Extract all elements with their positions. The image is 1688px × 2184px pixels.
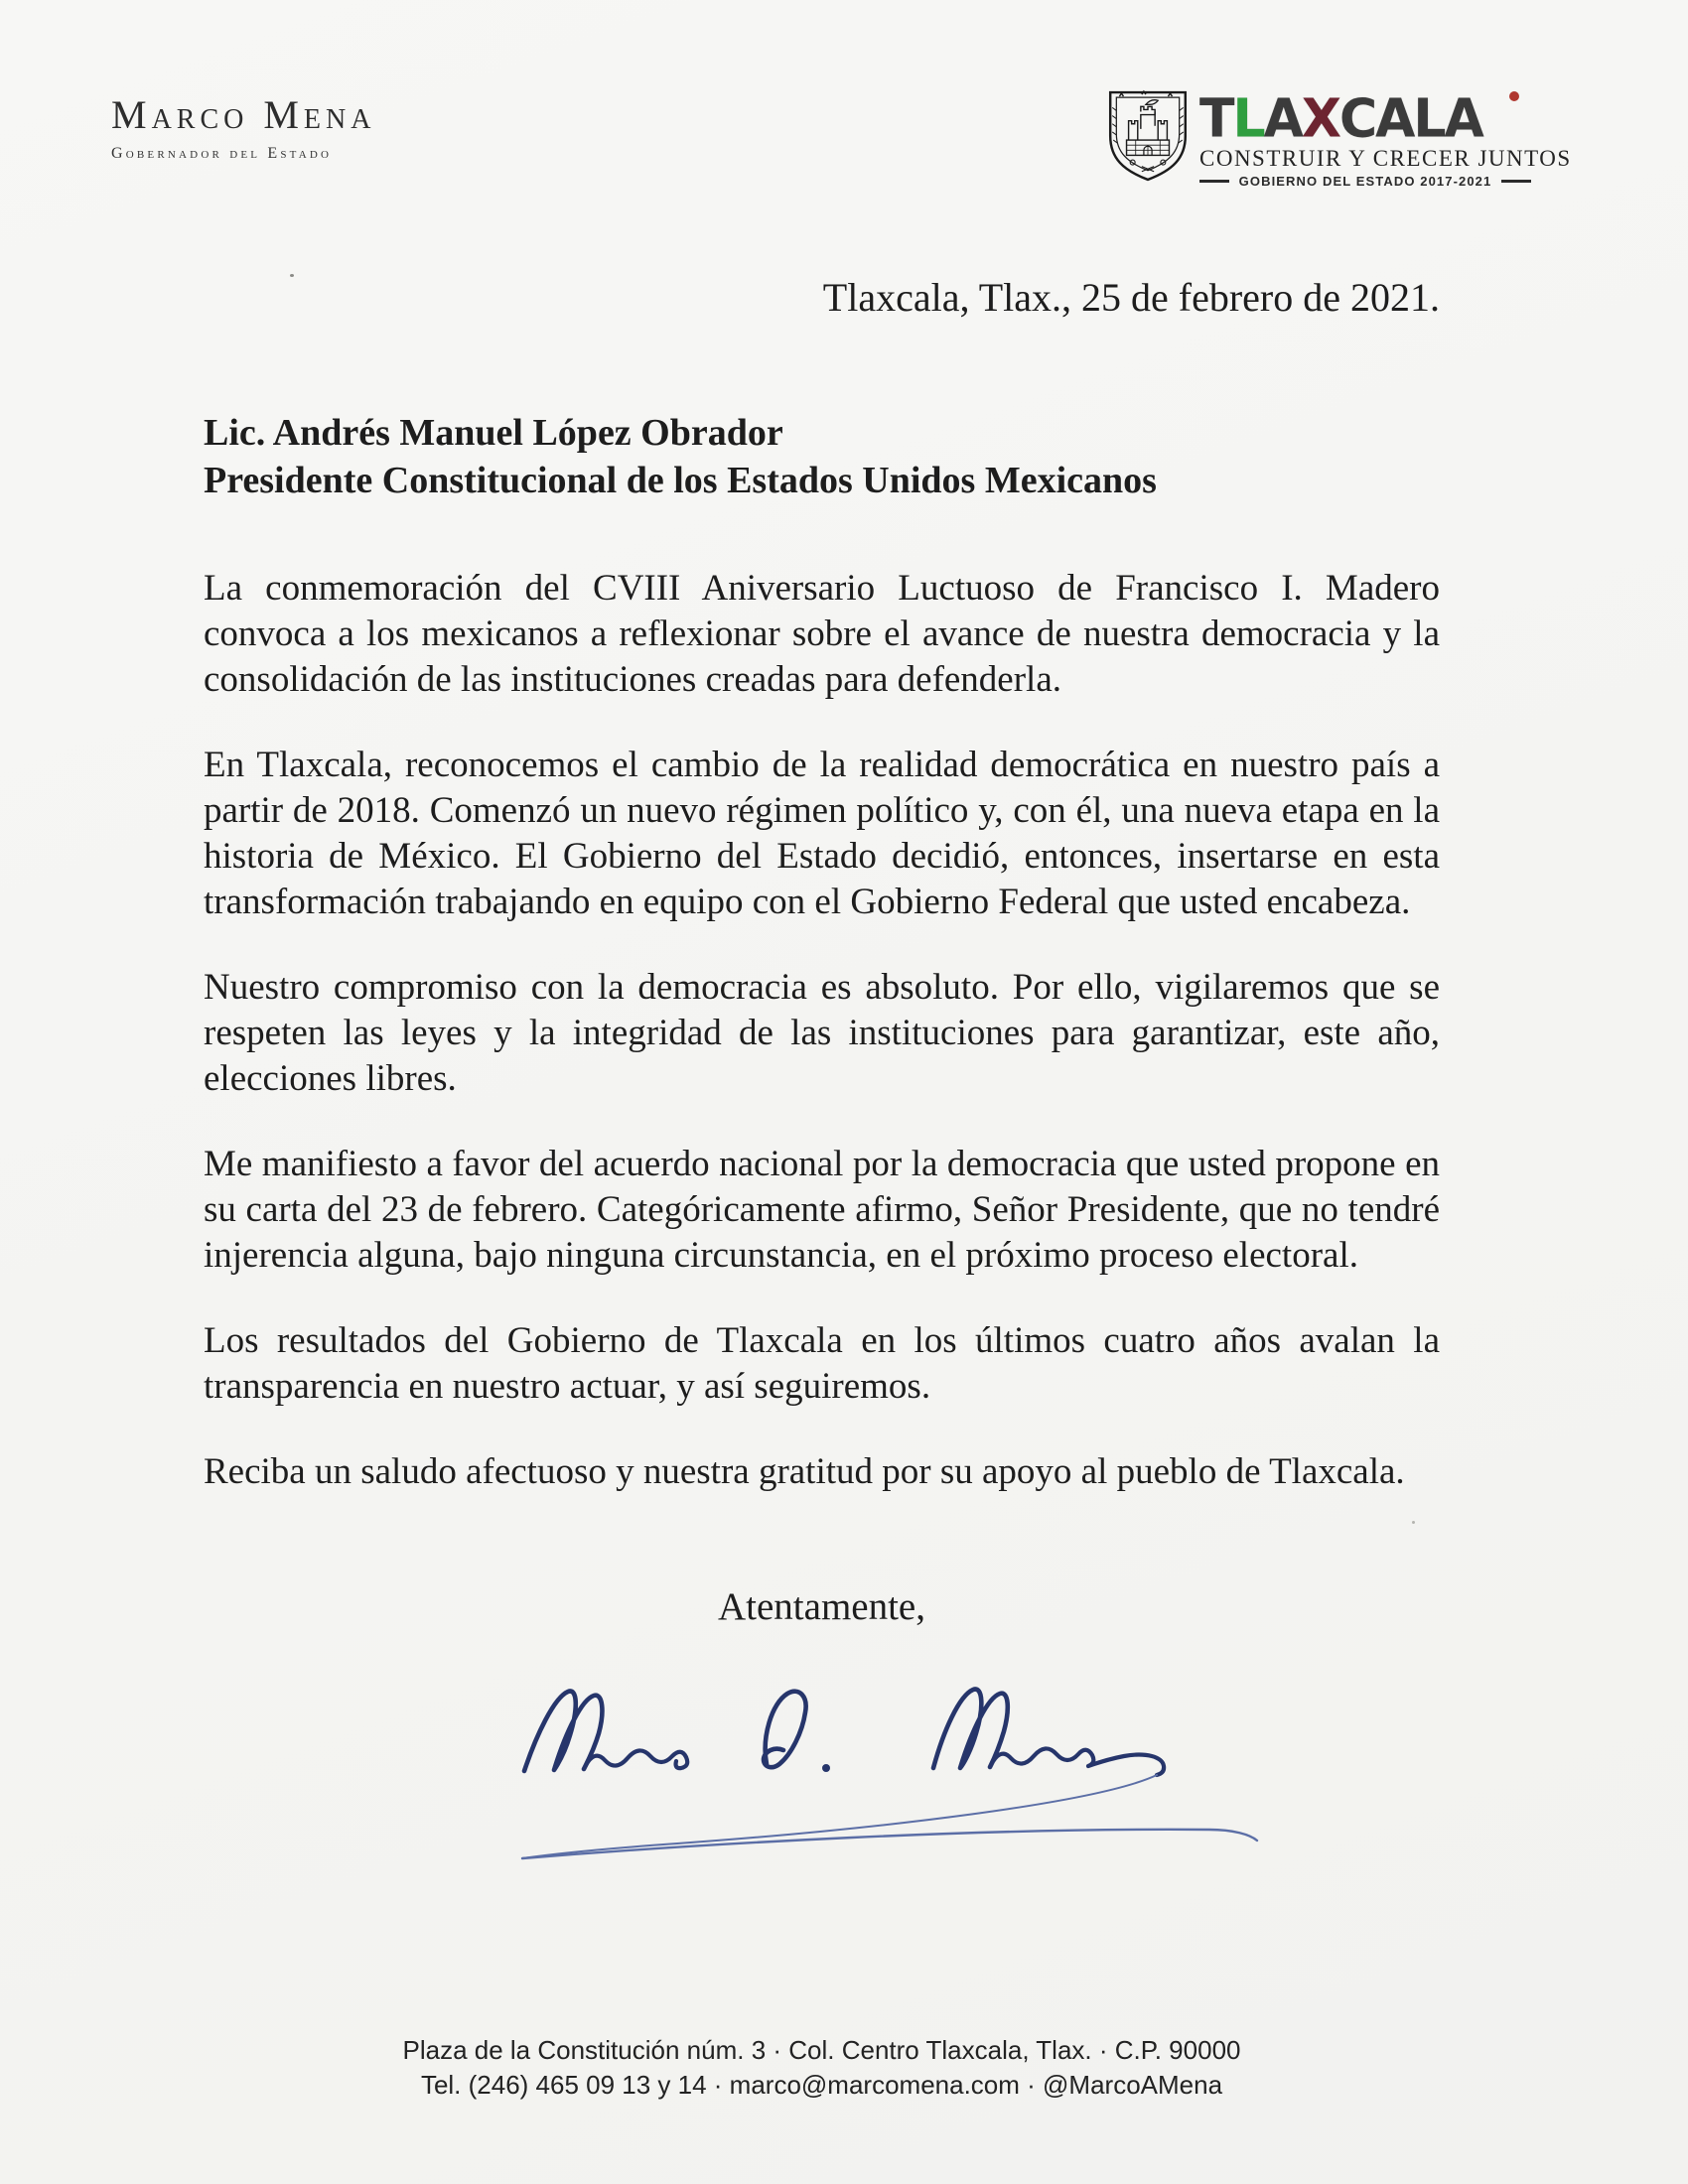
tlaxcala-wordmark-block xyxy=(1199,88,1572,189)
brand-letter: L xyxy=(1413,88,1445,150)
sender-name: Marco Mena xyxy=(111,92,376,137)
brand-letter: A xyxy=(1375,88,1414,150)
letter-paragraph: La conmemoración del CVIII Aniversario Luctuoso de Francisco I. Madero convoca a los mexicanos a reflexionar sobre el avance de nuestra democracia y la consolidación de las instituciones creadas para defenderla. xyxy=(204,568,1440,700)
brand-letter: C xyxy=(1338,88,1376,150)
footer-contact: Tel. (246) 465 09 13 y 14 · marco@marcomena.com · @MarcoAMena xyxy=(420,2070,1223,2100)
brand-letter: T xyxy=(1199,88,1233,150)
brand-letter: X xyxy=(1301,88,1339,150)
sender-block xyxy=(111,92,376,163)
sender-title: Gobernador del Estado xyxy=(111,145,333,162)
letter-paragraph: Me manifiesto a favor del acuerdo nacional por la democracia que usted propone en su carta del 23 de febrero. Categóricamente afirmo, Señor Presidente, que no tendré injerencia alguna, bajo ninguna circunstancia, en el próximo proceso electoral. xyxy=(204,1144,1440,1276)
letter-body xyxy=(204,566,1440,1495)
recipient-name: Lic. Andrés Manuel López Obrador xyxy=(204,412,783,454)
tlaxcala-coat-of-arms-icon xyxy=(1104,89,1192,183)
scan-speck xyxy=(290,274,294,277)
footer-address: Plaza de la Constitución núm. 3 · Col. Centro Tlaxcala, Tlax. · C.P. 90000 xyxy=(402,2035,1241,2065)
brand-letter: A xyxy=(1444,88,1482,150)
scan-speck xyxy=(1412,1521,1415,1524)
recipient-title: Presidente Constitucional de los Estados Unidos Mexicanos xyxy=(204,460,1157,501)
letter-paragraph: Los resultados del Gobierno de Tlaxcala en los últimos cuatro años avalan la transparencia en nuestro actuar, y así seguiremos. xyxy=(204,1320,1440,1407)
tlaxcala-wordmark xyxy=(1199,88,1531,150)
rule-left xyxy=(1199,180,1229,183)
recipient-block xyxy=(204,409,1440,504)
brand-accent-dot xyxy=(1509,91,1519,101)
closing-salutation: Atentamente, xyxy=(718,1585,925,1628)
tlaxcala-logo xyxy=(1104,87,1572,189)
brand-letter: L xyxy=(1232,88,1264,150)
date-line: Tlaxcala, Tlax., 25 de febrero de 2021. xyxy=(822,275,1440,320)
rule-right xyxy=(1501,180,1531,183)
signature-autograph xyxy=(467,1652,1311,1885)
logo-slogan: CONSTRUIR Y CRECER JUNTOS xyxy=(1199,146,1572,171)
government-line-text: GOBIERNO DEL ESTADO 2017-2021 xyxy=(1238,174,1492,189)
footer-block xyxy=(204,2033,1440,2103)
letter-paragraph: Nuestro compromiso con la democracia es absoluto. Por ello, vigilaremos que se respeten las leyes y la integridad de las instituciones para garantizar, este año, elecciones libres. xyxy=(204,967,1440,1099)
logo-government-line xyxy=(1199,174,1531,189)
letter-paragraph: En Tlaxcala, reconocemos el cambio de la realidad democrática en nuestro país a partir de 2018. Comenzó un nuevo régimen político y, con él, una nueva etapa en la historia de México. El Gobierno del Estado decidió, entonces, insertarse en esta transformación trabajando en equipo con el Gobierno Federal que usted encabeza. xyxy=(204,745,1440,922)
letter-paragraph: Reciba un saludo afectuoso y nuestra gratitud por su apoyo al pueblo de Tlaxcala. xyxy=(204,1451,1405,1492)
brand-letter: A xyxy=(1263,88,1302,150)
